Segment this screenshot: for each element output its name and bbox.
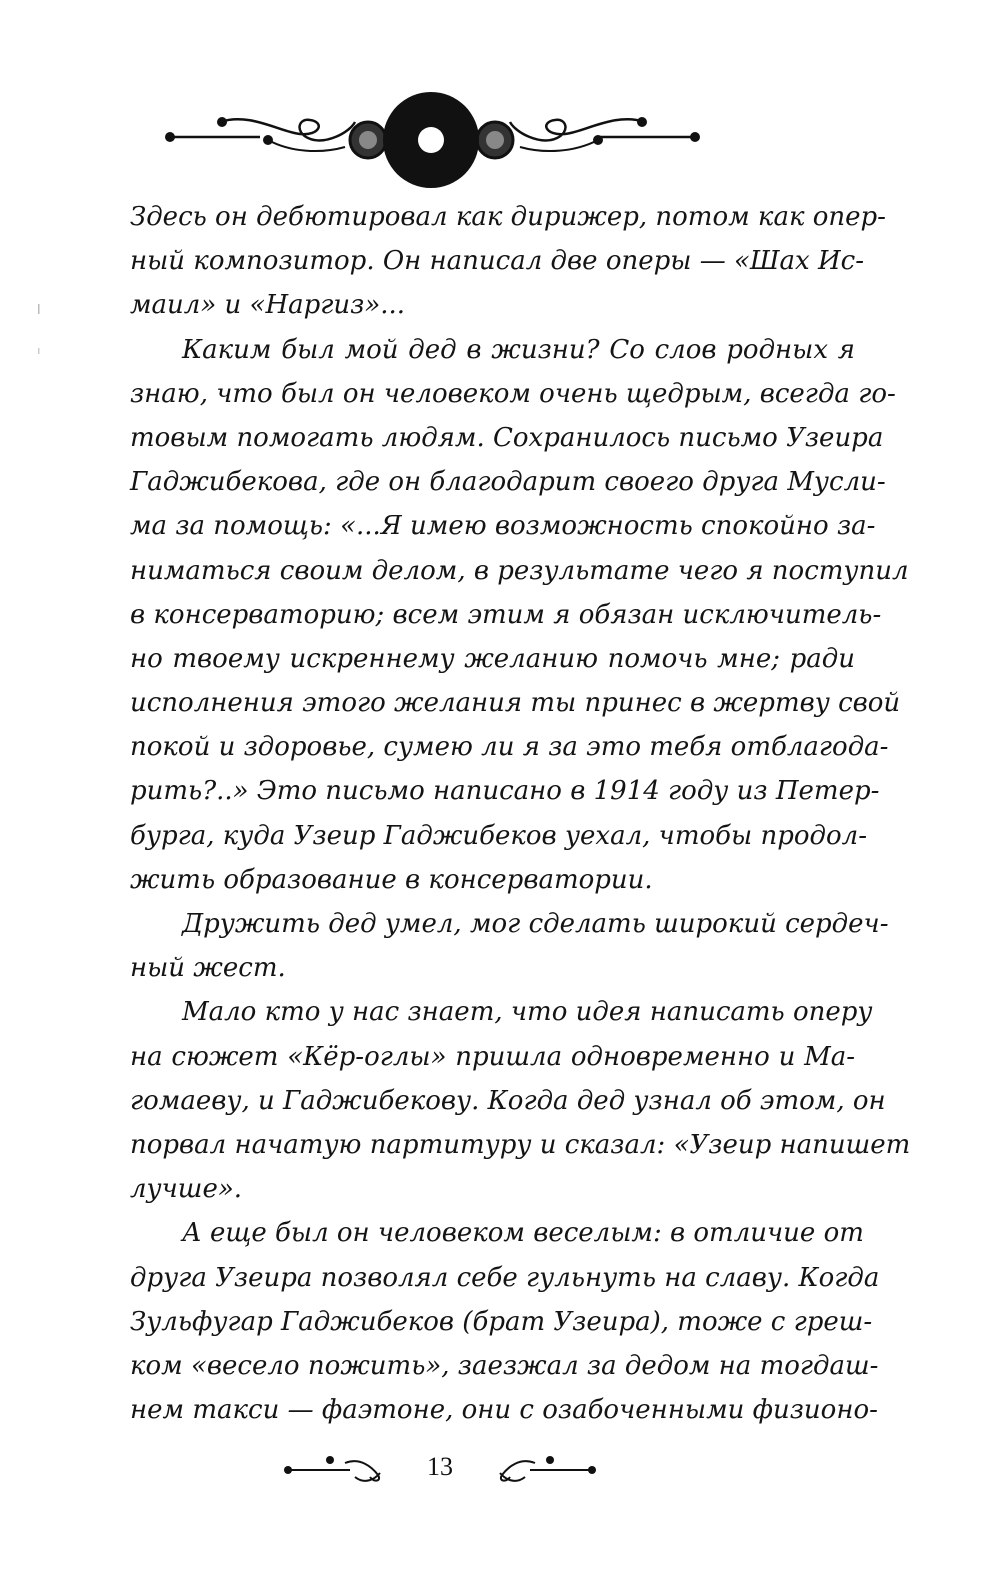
text-line: исполнения этого желания ты принес в жертву свой [130,688,901,719]
top-ornament-divider-icon [150,92,710,192]
text-line: ный жест. [130,953,286,984]
text-line: ком «весело пожить», заезжал за дедом на тогдаш- [130,1350,879,1381]
text-line: А еще был он человеком веселым: в отличие от [182,1218,864,1249]
text-line: нем такси — фаэтоне, они с озабоченными физионо- [130,1395,878,1426]
text-line: в консерваторию; всем этим я обязан исключитель- [130,599,882,630]
text-line: покой и здоровье, сумею ли я за это тебя отблагода- [130,732,889,763]
text-line: гомаеву, и Гаджибекову. Когда дед узнал об этом, он [130,1085,886,1116]
text-line: маил» и «Наргиз»... [130,290,406,321]
text-line: друга Узеира позволял себе гульнуть на славу. Когда [130,1262,880,1293]
text-line: жить образование в консерватории. [130,864,653,895]
text-line: лучше». [130,1174,242,1205]
text-line: Здесь он дебютировал как дирижер, потом как опер- [130,202,886,232]
text-line: знаю, что был он человеком очень щедрым, всегда го- [130,378,896,409]
text-line: товым помогать людям. Сохранилось письмо Узеира [130,422,884,453]
text-line: но твоему искреннему желанию помочь мне; ради [130,643,855,674]
text-line: ниматься своим делом, в результате чего я поступил [130,555,909,586]
text-line: бурга, куда Узеир Гаджибеков уехал, чтобы продол- [130,820,867,851]
text-line: ма за помощь: «...Я имею возможность спокойно за- [130,511,876,542]
margin-specks [36,300,42,360]
body-text [130,195,911,1432]
text-line: порвал начатую партитуру и сказал: «Узеир напишет [130,1129,911,1160]
text-line: Каким был мой дед в жизни? Со слов родных я [182,334,855,365]
page-number: 13 [427,1452,453,1481]
text-line: Мало кто у нас знает, что идея написать оперу [182,997,873,1028]
text-line: Дружить дед умел, мог сделать широкий сердеч- [182,909,889,939]
text-line: на сюжет «Кёр-оглы» пришла одновременно и Ма- [130,1041,855,1072]
text-line: Гаджибекова, где он благодарит своего друга Мусли- [130,467,886,498]
text-line: Зульфугар Гаджибеков (брат Узеира), тоже с греш- [130,1306,873,1337]
text-line: рить?..» Это письмо написано в 1914 году из Петер- [130,776,880,807]
text-line: ный композитор. Он написал две оперы — «Шах Ис- [130,246,864,277]
